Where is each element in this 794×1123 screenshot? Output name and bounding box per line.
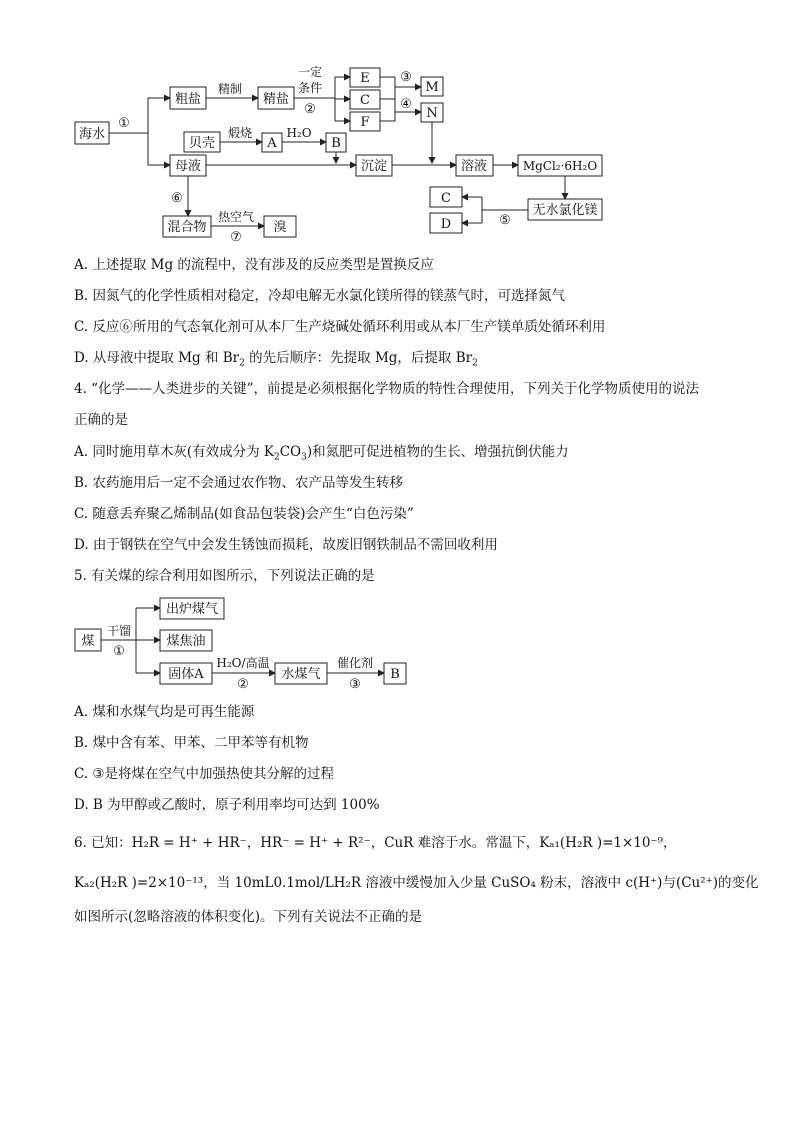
q3-option-a: A. 上述提取 Mg 的流程中，没有涉及的反应类型是置换反应 — [74, 257, 434, 273]
label-step-3: ③ — [349, 677, 361, 692]
node-F: F — [360, 115, 370, 130]
node-mgcl2: MgCl₂·6H₂O — [522, 159, 598, 173]
label-water: H₂O — [286, 126, 312, 140]
q6-line3: 如图所示(忽略溶液的体积变化)。下列有关说法不正确的是 — [74, 909, 423, 925]
node-E: E — [360, 71, 370, 86]
label-calcine: 煅烧 — [227, 126, 253, 140]
q5-stem: 5. 有关煤的综合利用如图所示，下列说法正确的是 — [74, 568, 375, 584]
q4-stem-line2: 正确的是 — [74, 412, 128, 428]
node-furnace-gas: 出炉煤气 — [165, 602, 219, 617]
node-seawater: 海水 — [78, 127, 106, 142]
node-coal-tar: 煤焦油 — [166, 634, 206, 649]
label-refine: 精制 — [217, 82, 243, 96]
q3-option-d: D. 从母液中提取 Mg 和 $Br_2$ 的先后顺序：先提取 Mg，后提取 $Br_2$ — [74, 350, 478, 369]
node-C: C — [360, 93, 370, 108]
node-shell: 贝壳 — [188, 136, 216, 151]
q4-option-d: D. 由于钢铁在空气中会发生锈蚀而损耗，故废旧钢铁制品不需回收利用 — [74, 537, 498, 553]
q4-option-a: A. 同时施用草木灰(有效成分为 $K_2CO_3$)和氮肥可促进植物的生长、增强抗倒伏能力 — [74, 444, 569, 463]
q4-option-b: B. 农药施用后一定不会通过农作物、农产品等发生转移 — [74, 475, 404, 491]
node-precipitate: 沉淀 — [360, 159, 388, 174]
node-M: M — [425, 80, 439, 95]
q6-line1: 6. 已知：H₂R = H⁺ + HR⁻，HR⁻ = H⁺ + R²⁻，CuR 难溶于水。常温下，Kₐ₁(H₂R )=1×10⁻⁹， — [74, 835, 677, 851]
label-hot-air: 热空气 — [217, 210, 255, 224]
label-step-7: ⑦ — [230, 230, 242, 245]
node-D: D — [440, 217, 452, 232]
q5-option-a: A. 煤和水煤气均是可再生能源 — [74, 704, 255, 720]
node-B: B — [390, 667, 400, 682]
q3-option-c: C. 反应⑥所用的气态氧化剂可从本厂生产烧碱处循环利用或从本厂生产镁单质处循环利用 — [74, 319, 606, 335]
label-condition-top: 一定 — [297, 65, 323, 79]
label-step-5: ⑤ — [499, 213, 511, 228]
node-anhydrous-mgcl2: 无水氯化镁 — [532, 203, 598, 218]
label-condition-bottom: 条件 — [297, 81, 323, 95]
q6-line2: Kₐ₂(H₂R )=2×10⁻¹³，当 10mL0.1mol/LH₂R 溶液中缓慢加入少量 CuSO₄ 粉末，溶液中 c(H⁺)与(Cu²⁺)的变化 — [74, 875, 759, 891]
q3-option-b: B. 因氮气的化学性质相对稳定，冷却电解无水氯化镁所得的镁蒸气时，可选择氮气 — [74, 288, 566, 304]
node-refined-salt: 精盐 — [262, 92, 290, 107]
node-crude-salt: 粗盐 — [174, 92, 202, 107]
node-B: B — [331, 136, 341, 151]
label-water-high-temp: H₂O/高温 — [216, 656, 270, 670]
node-mixture: 混合物 — [167, 220, 207, 235]
q5-option-d: D. B 为甲醇或乙酸时，原子利用率均可达到 100% — [74, 797, 380, 813]
node-solution: 溶液 — [460, 159, 488, 174]
label-step-2: ② — [237, 677, 249, 692]
q5-option-b: B. 煤中含有苯、甲苯、二甲苯等有机物 — [74, 735, 309, 751]
node-A: A — [267, 136, 277, 151]
label-step-4: ④ — [400, 97, 412, 112]
q4-stem-line1: 4. “化学——人类进步的关键”，前提是必须根据化学物质的特性合理使用，下列关于化学物质使用的说法 — [74, 381, 699, 397]
label-step-2: ② — [304, 102, 316, 117]
label-step-1: ① — [113, 644, 125, 659]
node-coal: 煤 — [81, 634, 95, 649]
label-catalyst: 催化剂 — [336, 656, 374, 670]
label-step-3: ③ — [400, 70, 412, 85]
q4-option-c: C. 随意丢弃聚乙烯制品(如食品包装袋)会产生“白色污染” — [74, 506, 414, 522]
node-solid-a: 固体A — [168, 667, 204, 682]
seawater-flow-diagram — [0, 0, 794, 245]
node-N: N — [426, 106, 438, 121]
label-step-6: ⑥ — [171, 191, 183, 206]
q5-option-c: C. ③是将煤在空气中加强热使其分解的过程 — [74, 766, 335, 782]
label-dry-distillation: 干馏 — [106, 624, 132, 638]
node-C2: C — [441, 191, 451, 206]
label-step-1: ① — [118, 116, 130, 131]
node-bromine: 溴 — [273, 220, 287, 235]
coal-utilization-diagram — [0, 594, 794, 694]
node-mother-liquor: 母液 — [174, 159, 202, 174]
node-water-gas: 水煤气 — [281, 667, 321, 682]
